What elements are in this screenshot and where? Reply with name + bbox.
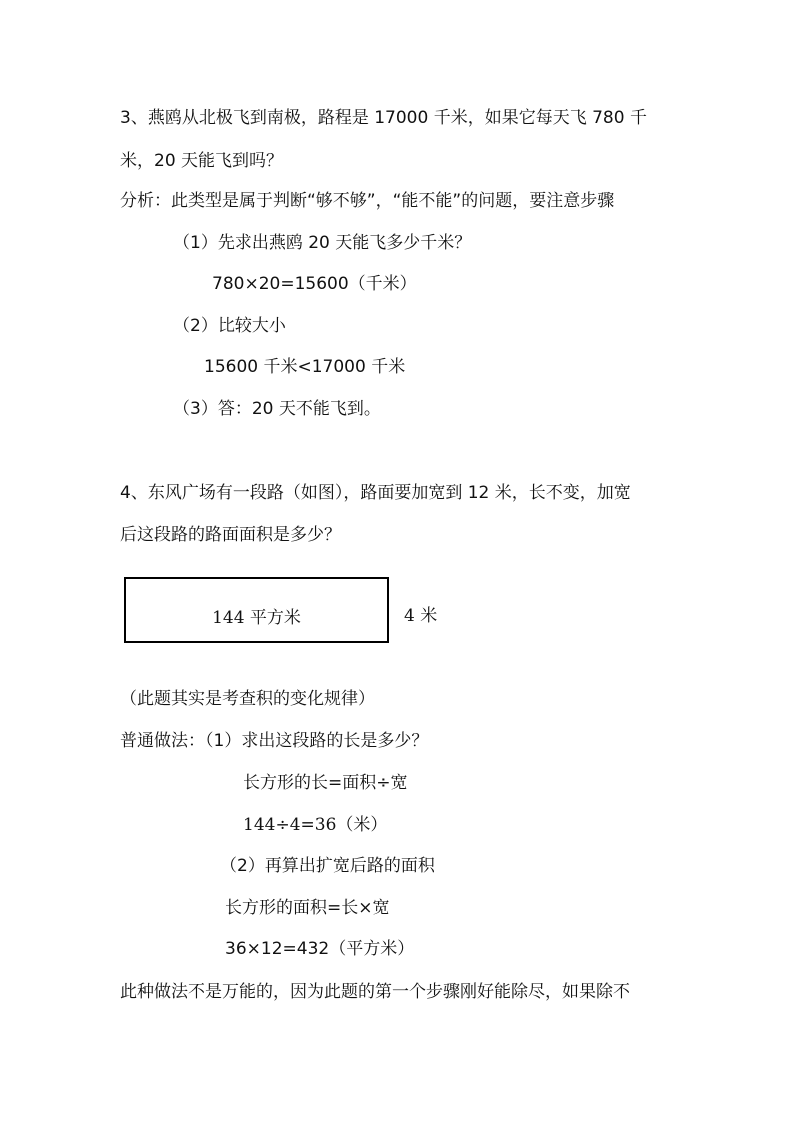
problem4-step2: （2）再算出扩宽后路的面积 <box>220 856 435 876</box>
problem3-analysis: 分析：此类型是属于判断“够不够”，“能不能”的问题，要注意步骤 <box>120 191 615 211</box>
problem4-calc2: 36×12=432（平方米） <box>225 939 415 959</box>
problem3-step3: （3）答：20 天不能飞到。 <box>173 399 381 419</box>
problem3-question-line2: 米，20 天能飞到吗？ <box>120 151 284 171</box>
problem3-question-line1: 3、燕鸥从北极飞到南极，路程是 17000 千米，如果它每天飞 780 千 <box>120 108 647 128</box>
problem4-note: （此题其实是考查积的变化规律） <box>120 689 375 709</box>
problem3-step1-calc: 780×20=15600（千米） <box>212 274 417 294</box>
problem4-question-line2: 后这段路的路面面积是多少？ <box>120 525 341 545</box>
problem3-step2: （2）比较大小 <box>173 316 286 336</box>
problem4-question-line1: 4、东风广场有一段路（如图），路面要加宽到 12 米，长不变，加宽 <box>120 483 631 503</box>
problem3-step1: （1）先求出燕鸥 20 天能飞多少千米？ <box>173 233 472 253</box>
problem3-step2-calc: 15600 千米<17000 千米 <box>204 357 406 377</box>
road-area-label: 144 平方米 <box>212 608 301 628</box>
problem4-conclusion: 此种做法不是万能的，因为此题的第一个步骤刚好能除尽，如果除不 <box>120 982 630 1002</box>
road-width-label: 4 米 <box>404 606 438 626</box>
problem4-formula1: 长方形的长=面积÷宽 <box>243 773 408 793</box>
problem4-method-intro: 普通做法：（1）求出这段路的长是多少？ <box>120 731 429 751</box>
problem4-calc1: 144÷4=36（米） <box>243 815 388 835</box>
problem4-formula2: 长方形的面积=长×宽 <box>225 898 390 918</box>
road-rectangle-figure <box>124 577 389 643</box>
